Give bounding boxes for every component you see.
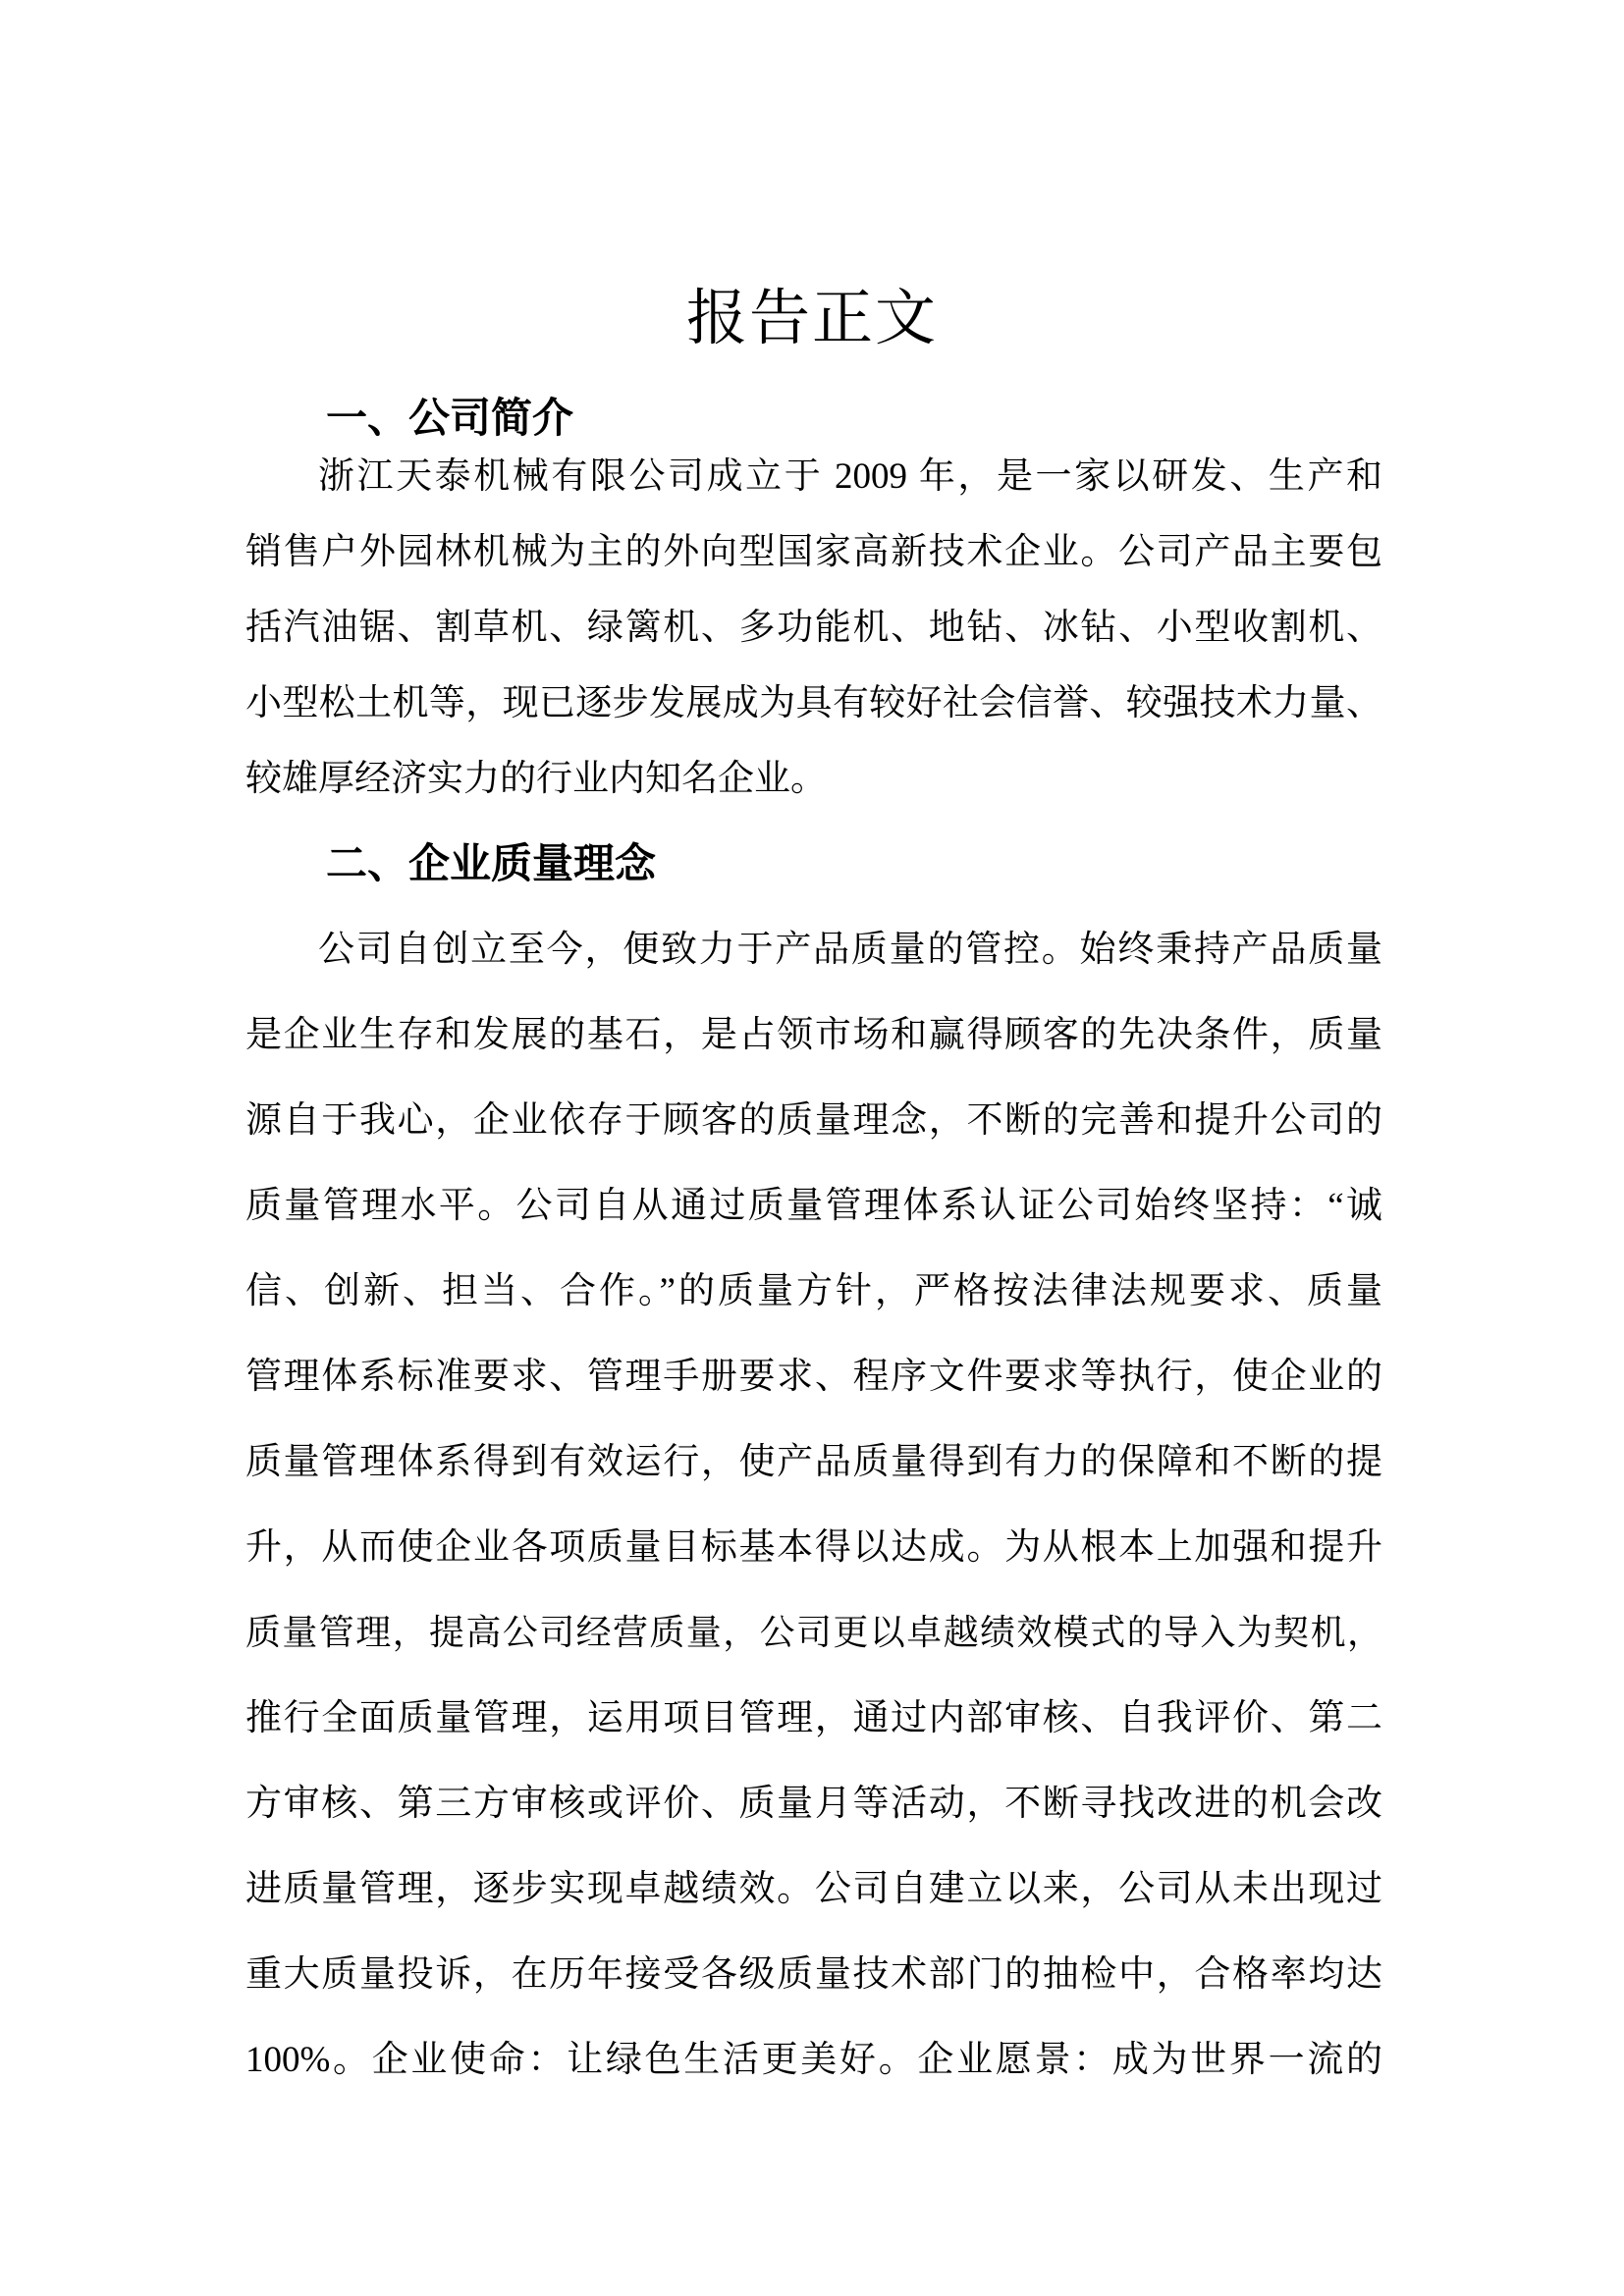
paragraph-line: 升，从而使企业各项质量目标基本得以达成。为从根本上加强和提升 [245,1527,1382,1568]
paragraph-line: 销售户外园林机械为主的外向型国家高新技术企业。公司产品主要包 [245,532,1382,572]
paragraph-line: 信、创新、担当、合作。”的质量方针，严格按法律法规要求、质量 [245,1271,1382,1311]
paragraph-line: 浙江天泰机械有限公司成立于 2009 年，是一家以研发、生产和 [318,456,1382,497]
document-title: 报告正文 [685,286,938,352]
paragraph-line: 较雄厚经济实力的行业内知名企业。 [245,759,827,799]
paragraph-quality-philosophy [245,929,1382,2124]
paragraph-line: 进质量管理，逐步实现卓越绩效。公司自建立以来，公司从未出现过 [245,1869,1382,1909]
paragraph-line: 源自于我心，企业依存于顾客的质量理念，不断的完善和提升公司的 [245,1100,1382,1141]
paragraph-line: 质量管理体系得到有效运行，使产品质量得到有力的保障和不断的提 [245,1442,1382,1482]
paragraph-line: 方审核、第三方审核或评价、质量月等活动，不断寻找改进的机会改 [245,1784,1382,1824]
section-heading-company-intro: 一、公司简介 [326,397,574,442]
paragraph-line: 推行全面质量管理，运用项目管理，通过内部审核、自我评价、第二 [245,1698,1382,1738]
paragraph-line: 管理体系标准要求、管理手册要求、程序文件要求等执行，使企业的 [245,1357,1382,1397]
paragraph-line: 小型松土机等，现已逐步发展成为具有较好社会信誉、较强技术力量、 [245,683,1382,723]
paragraph-line: 100%。企业使命：让绿色生活更美好。企业愿景：成为世界一流的 [245,2040,1382,2080]
section-heading-quality-philosophy: 二、企业质量理念 [326,842,657,887]
paragraph-line: 重大质量投诉，在历年接受各级质量技术部门的抽检中，合格率均达 [245,1954,1382,1995]
paragraph-line: 质量管理水平。公司自从通过质量管理体系认证公司始终坚持：“诚 [245,1186,1382,1226]
paragraph-line: 是企业生存和发展的基石，是占领市场和赢得顾客的先决条件，质量 [245,1015,1382,1055]
paragraph-line: 括汽油锯、割草机、绿篱机、多功能机、地钻、冰钻、小型收割机、 [245,608,1382,648]
paragraph-company-intro [245,455,1382,833]
paragraph-line: 公司自创立至今，便致力于产品质量的管控。始终秉持产品质量 [318,930,1382,970]
paragraph-line: 质量管理，提高公司经营质量，公司更以卓越绩效模式的导入为契机， [245,1613,1382,1652]
